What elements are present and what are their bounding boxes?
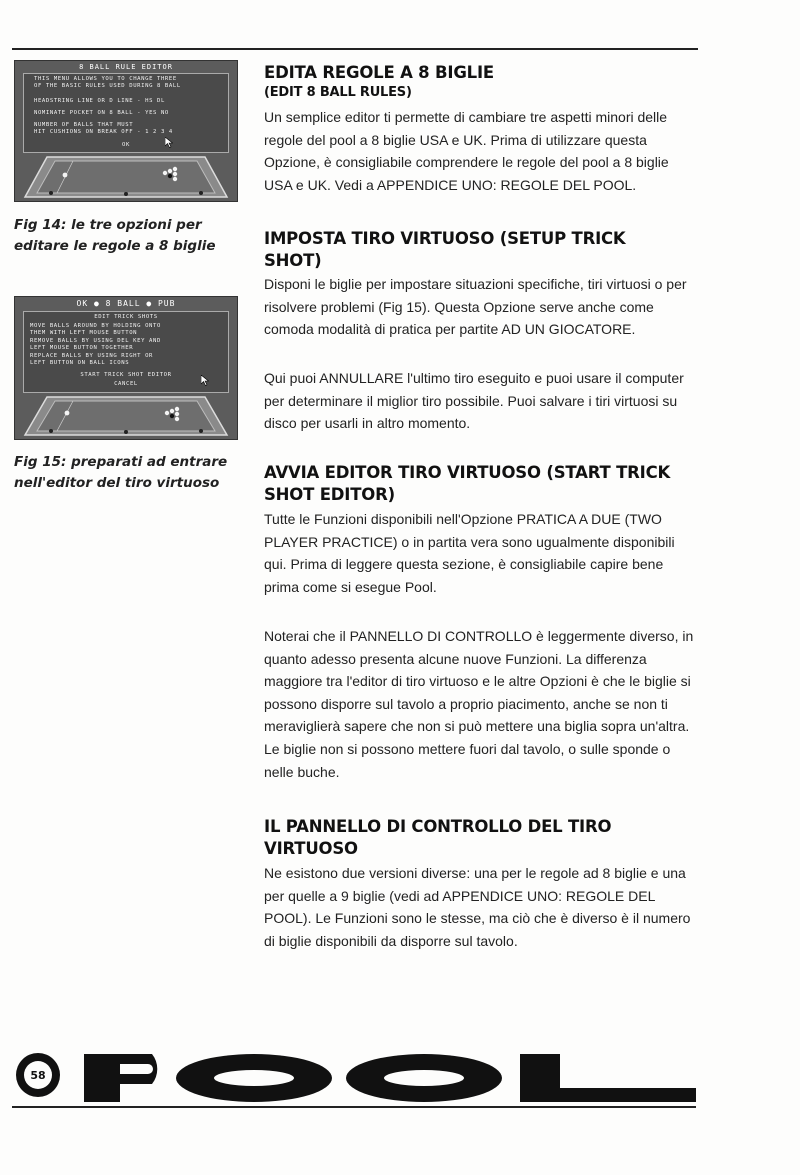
fig15-line: LEFT MOUSE BUTTON TOGETHER [30,345,134,351]
top-rule [12,48,698,50]
section-paragraph: Noterai che il PANNELLO DI CONTROLLO è leggermente diverso, in quanto adesso presenta alcune nuove Funzioni. La differenza maggiore tra l'editor di tiro virtuoso e le altre Opzioni è che le biglie si possono disporre sul tavolo a proprio piacimento, anche se non ti meraviglierà sapere che non si può mettere una biglia sopra un'altra. Le biglie non si possono mettere fuori dal tavolo, o sulle sponde o nelle buche. [264,628,694,780]
section-heading-control-panel: IL PANNELLO DI CONTROLLO DEL TIRO VIRTUOSO [264,817,612,858]
figure-15-screenshot [14,296,238,440]
figure-14-screenshot [14,60,238,202]
fig15-cancel-label: CANCEL [114,381,138,387]
fig15-line: LEFT BUTTON ON BALL ICONS [30,360,130,366]
fig15-line: REMOVE BALLS BY USING DEL KEY AND [30,338,161,344]
section-heading-text: EDITA REGOLE A 8 BIGLIE [264,63,494,82]
fig15-screen-title: OK ● 8 BALL ● PUB [76,299,176,308]
fig14-line: HIT CUSHIONS ON BREAK OFF - 1 2 3 4 [34,129,173,135]
fig15-caption: Fig 15: preparati ad entrare nell'editor del tiro virtuoso [14,454,228,491]
fig14-caption: Fig 14: le tre opzioni per editare le regole a 8 biglie [14,217,216,254]
fig15-menu-panel [23,311,229,393]
section-paragraph: Qui puoi ANNULLARE l'ultimo tiro eseguito e puoi usare il computer per determinare il miglior tiro possibile. Puoi salvare i tiri virtuosi su disco per usarli in altro momento. [264,370,684,432]
section-subheading: (EDIT 8 BALL RULES) [264,85,412,100]
fig14-menu-panel [23,73,229,153]
page-number-badge [16,1053,60,1097]
fig14-screen-title: 8 BALL RULE EDITOR [79,63,173,71]
fig14-ok-label: OK [122,142,130,148]
section-heading-start-trick-shot-editor: AVVIA EDITOR TIRO VIRTUOSO (START TRICK SHOT EDITOR) [264,463,671,504]
pool-logo [84,1052,696,1104]
fig14-line: NOMINATE POCKET ON 8 BALL - YES NO [34,110,169,116]
section-paragraph: Un semplice editor ti permette di cambiare tre aspetti minori delle regole del pool a 8 biglie USA e UK. Prima di utilizzare questa Opzione, è consigliabile comprendere le regole del pool a 8 biglie USA e UK. Vedi a APPENDICE UNO: REGOLE DEL POOL. [264,109,669,193]
fig15-cursor-icon [201,375,209,386]
fig14-line: OF THE BASIC RULES USED DURING 8 BALL [34,83,181,89]
section-paragraph: Ne esistono due versioni diverse: una per le regole ad 8 biglie e una per quelle a 9 biglie (vedi ad APPENDICE UNO: REGOLE DEL POOL). Le Funzioni sono le stesse, ma ciò che è diverso è il numero di biglie disponibili da disporre sul tavolo. [264,865,691,949]
fig15-line: MOVE BALLS AROUND BY HOLDING ONTO [30,323,161,329]
fig14-line: HEADSTRING LINE OR D LINE - HS DL [34,98,165,104]
page-number: 58 [24,1061,52,1089]
fig15-start-editor-label: START TRICK SHOT EDITOR [80,372,172,378]
bottom-rule [12,1106,696,1108]
fig14-pool-table-icon [15,153,237,201]
fig15-panel-title: EDIT TRICK SHOTS [94,314,158,320]
fig15-line: REPLACE BALLS BY USING RIGHT OR [30,353,153,359]
fig15-pool-table-icon [15,393,237,439]
fig14-line: THIS MENU ALLOWS YOU TO CHANGE THREE [34,76,177,82]
fig14-cursor-icon [165,137,173,148]
section-paragraph: Tutte le Funzioni disponibili nell'Opzione PRATICA A DUE (TWO PLAYER PRACTICE) o in partita vera sono ugualmente disponibili qui. Prima di leggere questa sezione, è consigliabile capire bene prima come si esegue Pool. [264,511,675,595]
fig15-line: THEM WITH LEFT MOUSE BUTTON [30,330,138,336]
section-heading-setup-trick-shot: IMPOSTA TIRO VIRTUOSO (SETUP TRICK SHOT) [264,229,626,270]
fig14-line: NUMBER OF BALLS THAT MUST [34,122,134,128]
section-heading-edit-8-ball-rules [264,62,694,102]
section-paragraph: Disponi le biglie per impostare situazioni specifiche, tiri virtuosi o per risolvere problemi (Fig 15). Questa Opzione serve anche come comoda modalità di pratica per partite AD UN GIOCATORE. [264,276,687,338]
